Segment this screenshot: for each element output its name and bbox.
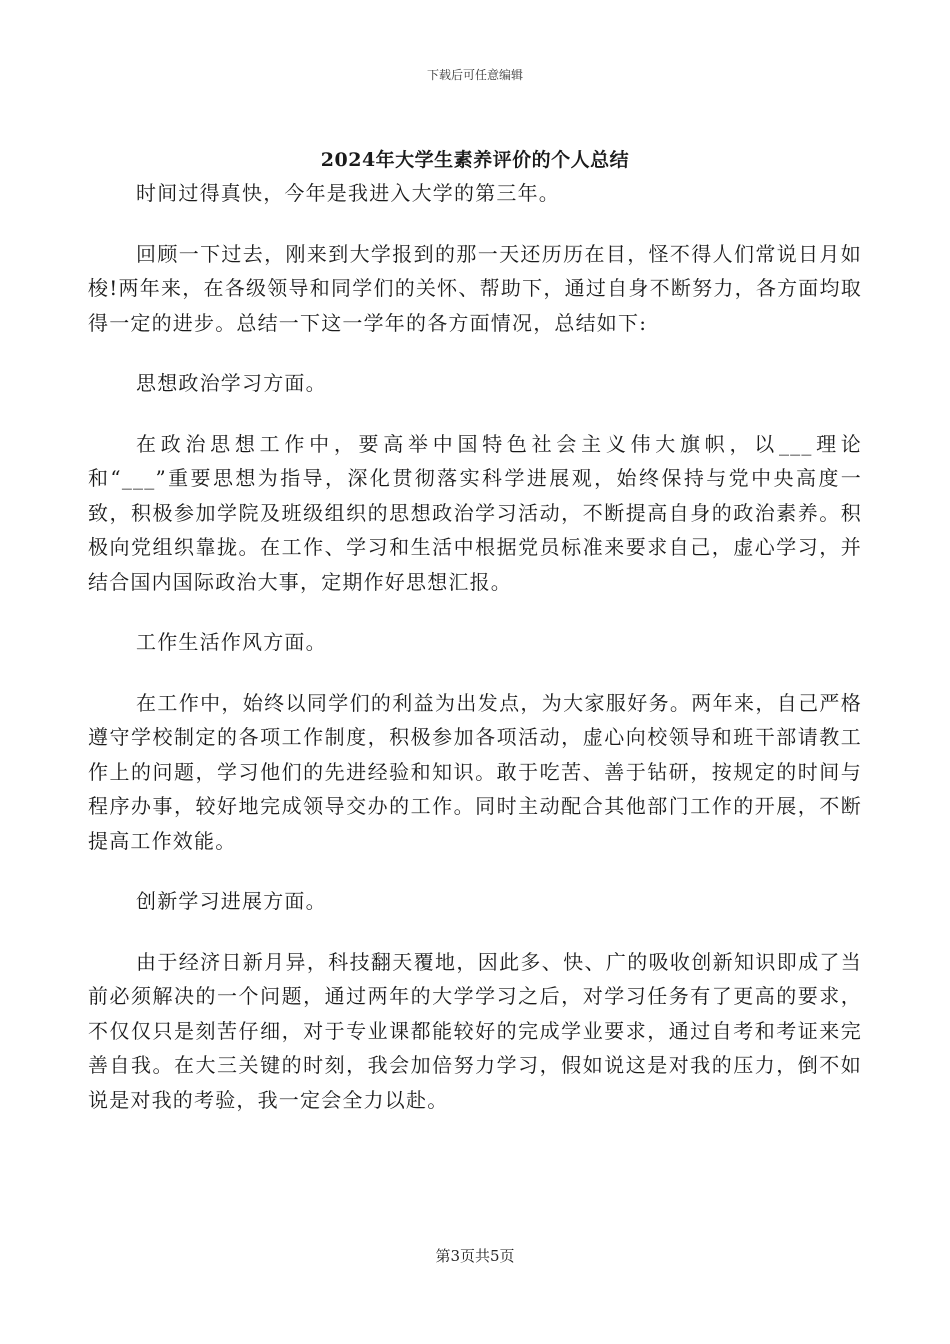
section-heading-political-study: 思想政治学习方面。 [136, 371, 327, 395]
page-number: 第3页共5页 [435, 1247, 515, 1265]
section-heading-innovation: 创新学习进展方面。 [136, 889, 327, 913]
section-heading-work-style: 工作生活作风方面。 [136, 630, 327, 654]
paragraph-political-study: 在政治思想工作中，要高举中国特色社会主义伟大旗帜，以___理论和“___”重要思想为指导，深化贯彻落实科学进展观，始终保持与党中央高度一致，积极参加学院及班级组织的思想政治学习活动，不断提高自身的政治素养。积极向党组织靠拢。在工作、学习和生活中根据党员标准来要求自己，虚心学习，并结合国内国际政治大事，定期作好思想汇报。 [88, 431, 862, 594]
paragraph-innovation: 由于经济日新月异，科技翻天覆地，因此多、快、广的吸收创新知识即成了当前必须解决的一个问题，通过两年的大学学习之后，对学习任务有了更高的要求，不仅仅只是刻苦仔细，对于专业课都能较好的完成学业要求，通过自考和考证来完善自我。在大三关键的时刻，我会加倍努力学习，假如说这是对我的压力，倒不如说是对我的考验，我一定会全力以赴。 [88, 949, 862, 1112]
paragraph-intro: 时间过得真快，今年是我进入大学的第三年。 [136, 181, 560, 205]
document-body [88, 176, 862, 1143]
paragraph-work-style: 在工作中，始终以同学们的利益为出发点，为大家服好务。两年来，自己严格遵守学校制定的各项工作制度，积极参加各项活动，虚心向校领导和班干部请教工作上的问题，学习他们的先进经验和知识。敢于吃苦、善于钻研，按规定的时间与程序办事，较好地完成领导交办的工作。同时主动配合其他部门工作的开展，不断提高工作效能。 [88, 690, 862, 853]
header-note: 下载后可任意编辑 [426, 68, 523, 82]
document-title: 2024年大学生素养评价的个人总结 [320, 149, 630, 171]
paragraph-review: 回顾一下过去，刚来到大学报到的那一天还历历在目，怪不得人们常说日月如梭!两年来，在各级领导和同学们的关怀、帮助下，通过自身不断努力，各方面均取得一定的进步。总结一下这一学年的各方面情况，总结如下: [88, 241, 862, 335]
